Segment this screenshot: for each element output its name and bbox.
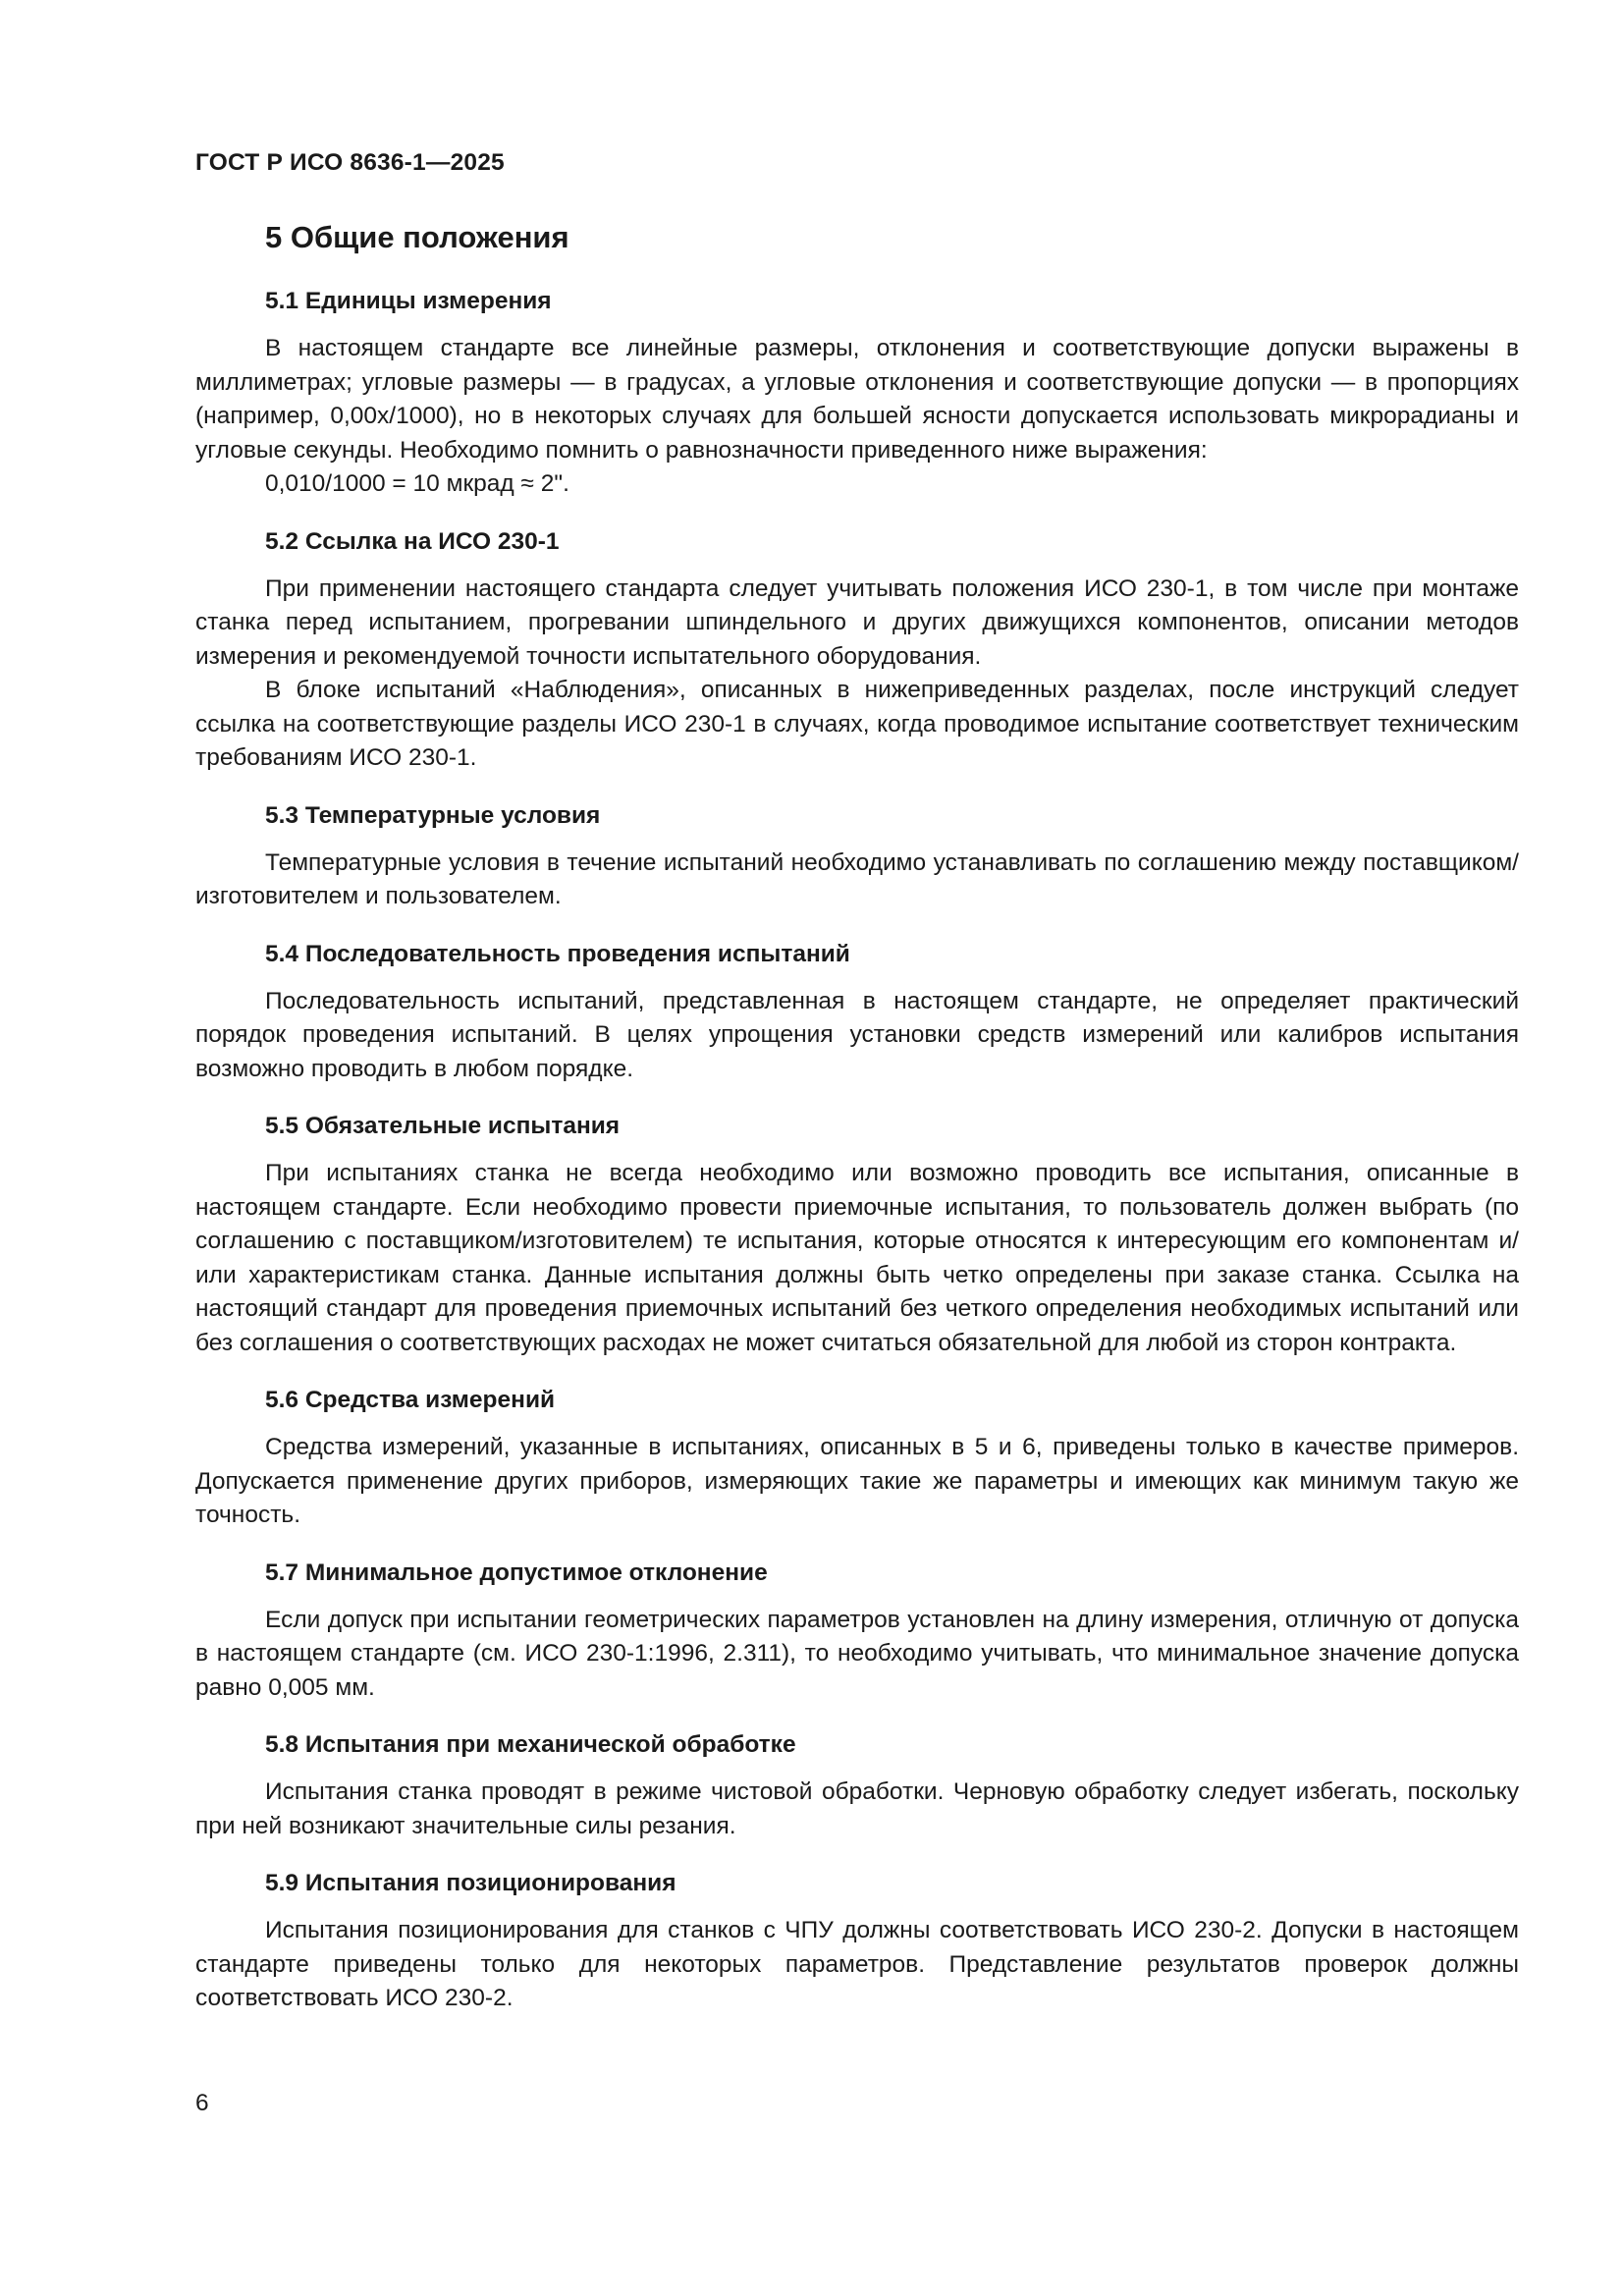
subsection-temperature: [195, 799, 1519, 914]
subsection-title: 5.1 Единицы измерения: [265, 288, 552, 314]
document-code: ГОСТ Р ИСО 8636-1—2025: [195, 149, 505, 176]
subsection-title: 5.7 Минимальное допустимое отклонение: [265, 1558, 768, 1586]
subsection-units: [195, 285, 1519, 502]
paragraph: Температурные условия в течение испытаний необходимо устанавливать по соглашению между поставщиком/изготовителем и пользователем.: [195, 848, 1519, 909]
formula-line: 0,010/1000 = 10 мкрад ≈ 2".: [265, 470, 569, 497]
paragraph: При испытаниях станка не всегда необходимо или возможно проводить все испытания, описанные в настоящем стандарте. Если необходимо провести приемочные испытания, то пользователь должен выбрать (по соглашению с поставщиком/изготовителем) те испытания, которые относятся к интересующим его компонентам и/или характеристикам станка. Данные испытания должны быть четко определены при заказе станка. Ссылка на настоящий стандарт для проведения приемочных испытаний без четкого определения необходимых испытаний или без соглашения о соответствующих расходах не может считаться обязательной для любой из сторон контракта.: [195, 1160, 1519, 1356]
subsection-title: 5.4 Последовательность проведения испытаний: [265, 940, 850, 967]
subsection-min-tolerance: [195, 1557, 1519, 1706]
subsection-positioning-tests: [195, 1867, 1519, 2016]
paragraph: Последовательность испытаний, представленная в настоящем стандарте, не определяет практический порядок проведения испытаний. В целях упрощения установки средств измерений или калибров испытания возможно проводить в любом порядке.: [195, 987, 1519, 1082]
subsection-title: 5.6 Средства измерений: [265, 1387, 556, 1413]
paragraph: Испытания станка проводят в режиме чистовой обработки. Черновую обработку следует избегать, поскольку при ней возникают значительные силы резания.: [195, 1778, 1519, 1839]
subsection-mandatory-tests: [195, 1110, 1519, 1360]
subsection-machining-tests: [195, 1728, 1519, 1843]
paragraph: В настоящем стандарте все линейные размеры, отклонения и соответствующие допуски выражены в миллиметрах; угловые размеры — в градусах, а угловые отклонения и соответствующие допуски — в пропорциях (например, 0,00x/1000), но в некоторых случаях для большей ясности допускается использовать микрорадианы и угловые секунды. Необходимо помнить о равнозначности приведенного ниже выражения:: [195, 335, 1519, 464]
paragraph: При применении настоящего стандарта следует учитывать положения ИСО 230-1, в том числе при монтаже станка перед испытанием, прогревании шпиндельного и других движущихся компонентов, описании методов измерения и рекомендуемой точности испытательного оборудования.: [195, 574, 1519, 670]
page-number: 6: [195, 2090, 209, 2116]
subsection-measuring-instruments: [195, 1384, 1519, 1533]
paragraph: Если допуск при испытании геометрических параметров установлен на длину измерения, отличную от допуска в настоящем стандарте (см. ИСО 230-1:1996, 2.311), то необходимо учитывать, что минимальное значение допуска равно 0,005 мм.: [195, 1606, 1519, 1701]
content-area: [195, 218, 1519, 2016]
section-title: 5 Общие положения: [265, 220, 569, 254]
paragraph: Средства измерений, указанные в испытаниях, описанных в 5 и 6, приведены только в качестве примеров. Допускается применение других приборов, измеряющих такие же параметры и имеющих как минимум такую же точность.: [195, 1434, 1519, 1528]
paragraph: Испытания позиционирования для станков с ЧПУ должны соответствовать ИСО 230-2. Допуски в настоящем стандарте приведены только для некоторых параметров. Представление результатов проверок должны соответствовать ИСО 230-2.: [195, 1917, 1519, 2011]
subsection-iso-reference: [195, 525, 1519, 776]
subsection-test-sequence: [195, 938, 1519, 1087]
subsection-title: 5.3 Температурные условия: [265, 801, 601, 829]
paragraph: В блоке испытаний «Наблюдения», описанных в нижеприведенных разделах, после инструкций следует ссылка на соответствующие разделы ИСО 230-1 в случаях, когда проводимое испытание соответствует техническим требованиям ИСО 230-1.: [195, 677, 1519, 771]
subsection-title: 5.2 Ссылка на ИСО 230-1: [265, 527, 560, 555]
subsection-title: 5.9 Испытания позиционирования: [265, 1870, 676, 1896]
subsection-title: 5.8 Испытания при механической обработке: [265, 1731, 796, 1758]
subsection-title: 5.5 Обязательные испытания: [265, 1113, 621, 1139]
